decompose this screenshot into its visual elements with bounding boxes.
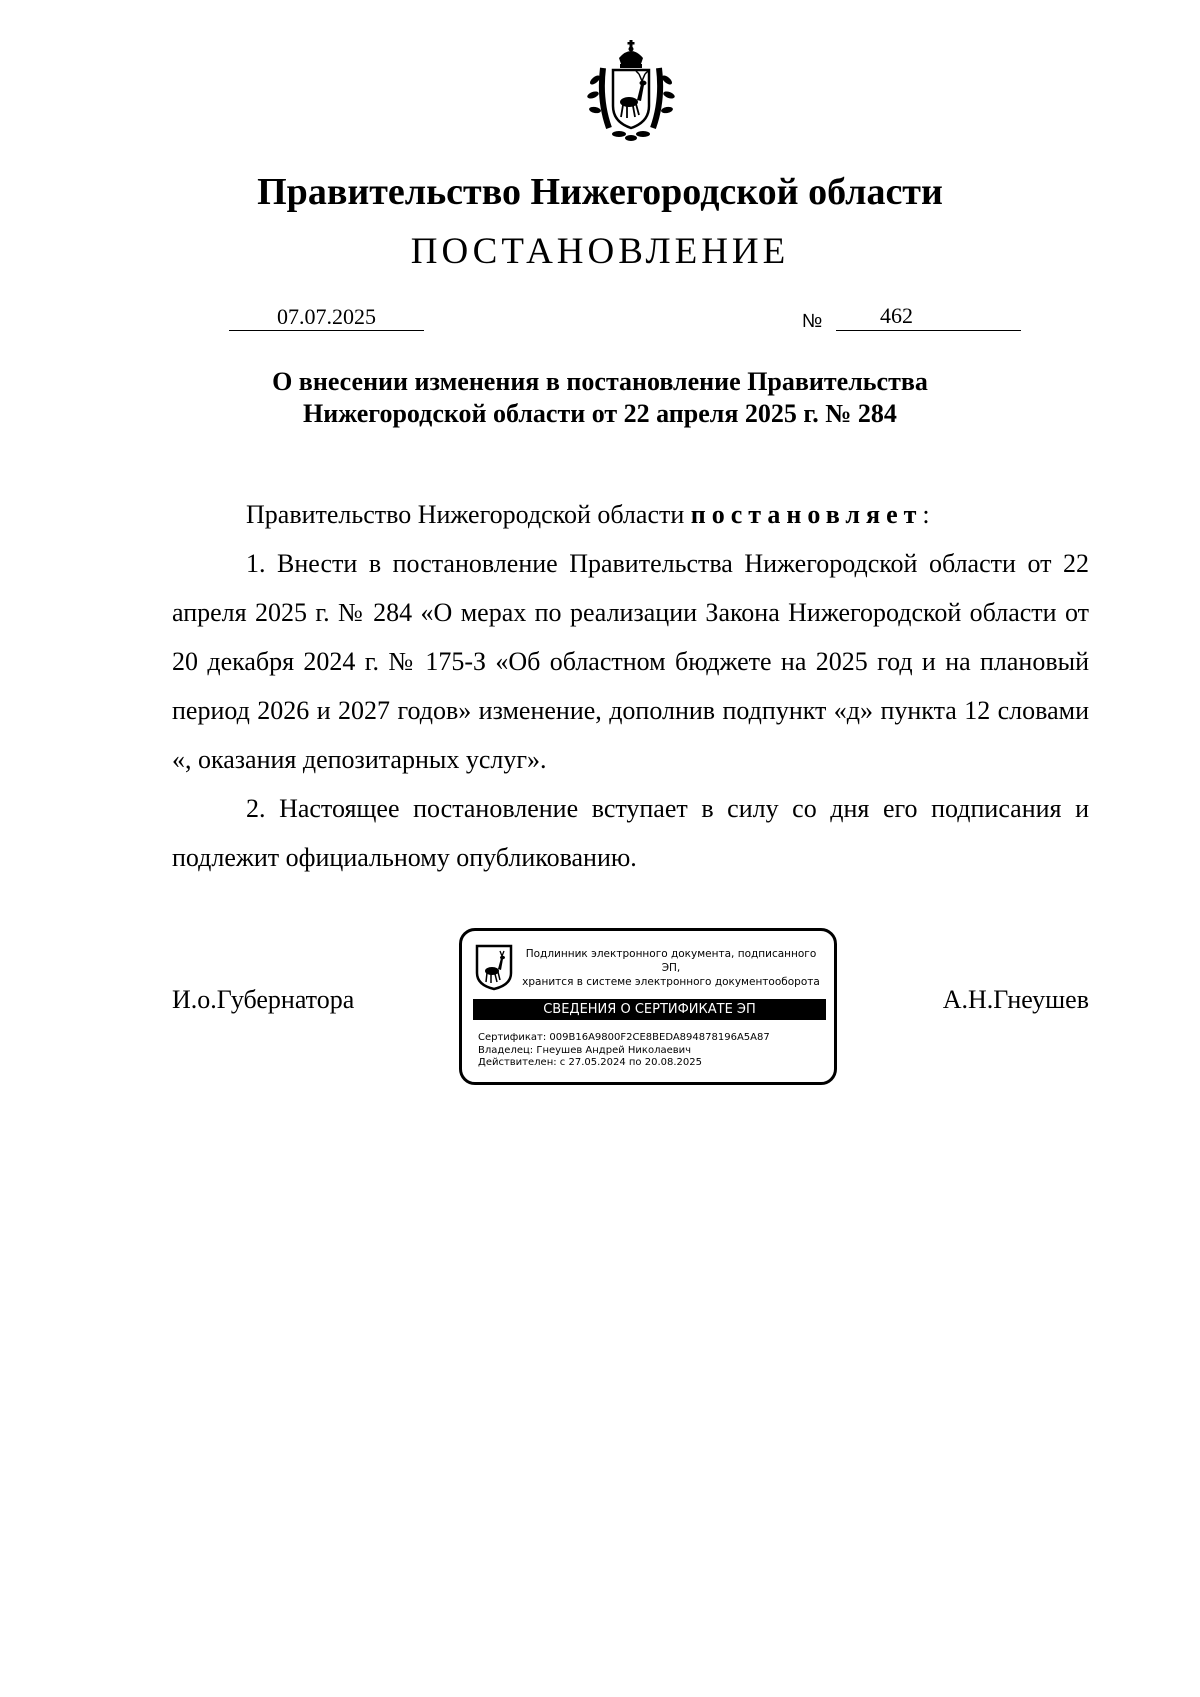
signer-position: И.о.Губернатора: [172, 985, 355, 1014]
stamp-owner: Владелец: Гнеушев Андрей Николаевич: [478, 1044, 692, 1056]
government-title: Правительство Нижегородской области: [257, 171, 943, 213]
subject-line-2: Нижегородской области от 22 апреля 2025 г. № 284: [303, 399, 897, 428]
preamble-text: Правительство Нижегородской области: [246, 500, 691, 529]
number-sign: №: [802, 311, 823, 332]
clause-2: 2. Настоящее постановление вступает в силу со дня его подписания и подлежит официальному опубликованию.: [172, 794, 1089, 872]
e-signature-stamp: [459, 928, 837, 1085]
stamp-original-note: [516, 947, 826, 989]
signer-name: А.Н.Гнеушев: [942, 985, 1089, 1014]
stamp-note-line-1: Подлинник электронного документа, подписанного ЭП,: [525, 948, 817, 974]
preamble-colon: :: [922, 500, 930, 529]
stamp-certificate-id: Сертификат: 009B16A9800F2CE8BEDA894878196A5A87: [478, 1032, 770, 1043]
stamp-note-line-2: хранится в системе электронного документооборота: [522, 976, 820, 988]
stamp-validity: Действителен: с 27.05.2024 по 20.08.2025: [478, 1057, 702, 1068]
preamble: [172, 490, 1089, 539]
coat-of-arms-icon: [583, 40, 679, 144]
document-number: 462: [880, 303, 913, 328]
clause-1: 1. Внести в постановление Правительства Нижегородской области от 22 апреля 2025 г. № 284 «О мерах по реализации Закона Нижегородской области от 20 декабря 2024 г. № 175-З «Об областном бюджете на 2025 год и на плановый период 2026 и 2027 годов» изменение, дополнив подпункт «д» пункта 12 словами «, оказания депозитарных услуг».: [172, 549, 1089, 774]
document-subject: [180, 366, 1020, 430]
document-date: 07.07.2025: [229, 304, 424, 331]
stamp-certificate-details: [478, 1032, 828, 1070]
subject-line-1: О внесении изменения в постановление Правительства: [272, 367, 928, 396]
document-type: ПОСТАНОВЛЕНИЕ: [410, 231, 790, 272]
deer-shield-icon: [474, 943, 514, 991]
document-number-field: [836, 303, 1021, 331]
stamp-certificate-header: СВЕДЕНИЯ О СЕРТИФИКАТЕ ЭП: [473, 999, 826, 1020]
preamble-keyword: постановляет: [690, 500, 923, 529]
document-body: [172, 490, 1089, 882]
